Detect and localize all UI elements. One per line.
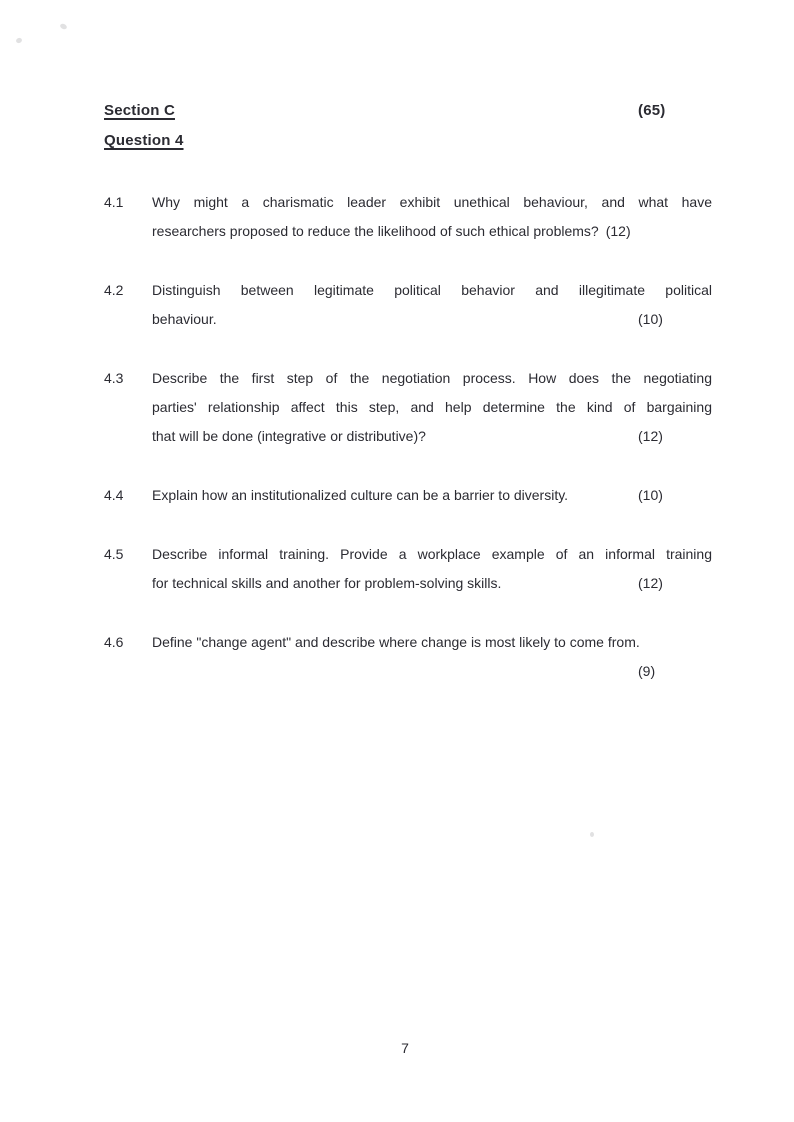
question-line [152, 657, 712, 686]
question-line [152, 305, 712, 334]
page-number: 7 [401, 1040, 409, 1056]
question-line: Describe the first step of the negotiation process. How does the negotiating [152, 370, 712, 386]
question-number: 4.5 [104, 546, 124, 562]
marks-label: (9) [638, 663, 656, 679]
question-title-row [104, 126, 712, 156]
question-item-4-2 [104, 276, 712, 334]
question-line: Describe informal training. Provide a workplace example of an informal training [152, 546, 712, 562]
section-title-row [104, 96, 712, 126]
question-number: 4.1 [104, 194, 124, 210]
scan-artifact [59, 23, 67, 30]
question-text [152, 481, 712, 510]
marks-label: (12) [638, 575, 663, 591]
question-line [152, 481, 712, 510]
question-item-4-5 [104, 540, 712, 598]
question-line [152, 217, 712, 246]
question-line: Distinguish between legitimate political behavior and illegitimate political [152, 282, 712, 298]
section-header [104, 96, 712, 156]
question-text [152, 540, 712, 598]
question-text [152, 276, 712, 334]
question-title: Question 4 [104, 132, 184, 149]
marks-label: (12) [605, 223, 631, 239]
page-content [104, 96, 712, 716]
question-line: parties' relationship affect this step, and help determine the kind of bargaining [152, 399, 712, 415]
question-line-text: behaviour. [152, 311, 217, 327]
marks-label: (10) [638, 487, 663, 503]
question-item-4-1 [104, 188, 712, 246]
question-line: Why might a charismatic leader exhibit unethical behaviour, and what have [152, 194, 712, 210]
question-line: Define "change agent" and describe where change is most likely to come from. [152, 634, 640, 650]
question-line [152, 422, 712, 451]
marks-label: (10) [638, 311, 663, 327]
question-text [152, 628, 712, 686]
question-line-text: that will be done (integrative or distributive)? [152, 428, 426, 444]
marks-label: (12) [638, 428, 663, 444]
question-line-text: Explain how an institutionalized culture can be a barrier to diversity. [152, 487, 569, 503]
question-line-text: for technical skills and another for problem-solving skills. [152, 575, 502, 591]
question-text [152, 188, 712, 246]
scan-artifact [590, 832, 594, 837]
scan-artifact [15, 37, 22, 44]
question-text [152, 364, 712, 451]
question-number: 4.3 [104, 370, 124, 386]
section-title: Section C [104, 102, 175, 119]
question-number: 4.2 [104, 282, 124, 298]
question-number: 4.6 [104, 634, 124, 650]
question-line-text: researchers proposed to reduce the likelihood of such ethical problems? [152, 223, 599, 239]
question-item-4-4 [104, 481, 712, 510]
question-item-4-6 [104, 628, 712, 686]
question-line [152, 569, 712, 598]
section-marks: (65) [638, 102, 666, 119]
question-item-4-3 [104, 364, 712, 451]
question-number: 4.4 [104, 487, 124, 503]
